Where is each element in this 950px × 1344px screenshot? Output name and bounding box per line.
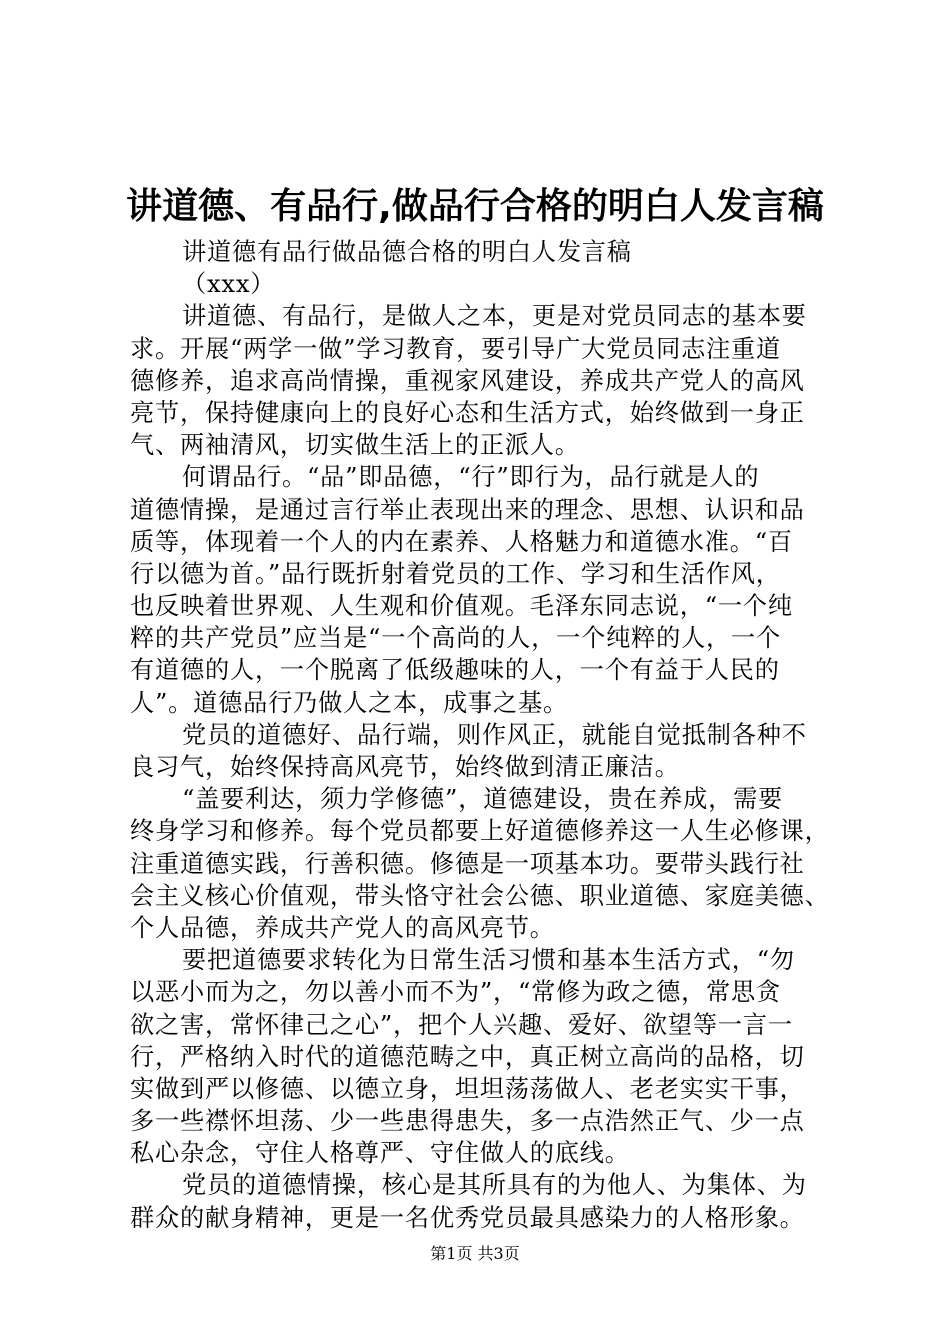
text-line: 终身学习和修养。每个党员都要上好道德修养这一人生必修课， (130, 817, 830, 846)
text-line: 亮节，保持健康向上的良好心态和生活方式，始终做到一身正 (130, 398, 805, 427)
text-line: 人”。道德品行乃做人之本，成事之基。 (130, 688, 568, 717)
text-line: 欲之害，常怀律己之心”，把个人兴趣、爱好、欲望等一言一 (130, 1010, 793, 1039)
text-line: （xxx） (182, 270, 276, 299)
text-line: 行以德为首。”品行既折射着党员的工作、学习和生活作风， (130, 559, 781, 588)
text-line: 多一些襟怀坦荡、少一些患得患失，多一点浩然正气、少一点 (130, 1107, 805, 1136)
text-line: 以恶小而为之，勿以善小而不为”，“常修为政之德，常思贪 (130, 978, 782, 1007)
text-line: 个人品德，养成共产党人的高风亮节。 (130, 913, 555, 942)
text-line: 求。开展“两学一做”学习教育，要引导广大党员同志注重道 (130, 334, 782, 363)
text-line: 气、两袖清风，切实做生活上的正派人。 (130, 431, 580, 460)
text-line: 质等，体现着一个人的内在素养、人格魅力和道德水准。“百 (130, 527, 793, 556)
document-title: 讲道德、有品行,做品行合格的明白人发言稿 (126, 186, 824, 227)
text-line: 讲道德、有品行，是做人之本，更是对党员同志的基本要 (182, 302, 807, 331)
text-line: 实做到严以修德、以德立身，坦坦荡荡做人、老老实实干事， (130, 1074, 805, 1103)
document-body (130, 236, 830, 1234)
text-line: 何谓品行。“品”即品德，“行”即行为，品行就是人的 (182, 463, 760, 492)
text-line: 会主义核心价值观，带头恪守社会公德、职业道德、家庭美德、 (130, 881, 830, 910)
text-line: 党员的道德情操，核心是其所具有的为他人、为集体、为 (182, 1171, 807, 1200)
text-line: 党员的道德好、品行端，则作风正，就能自觉抵制各种不 (182, 720, 807, 749)
text-line: 道德情操，是通过言行举止表现出来的理念、思想、认识和品 (130, 495, 805, 524)
text-line: 良习气，始终保持高风亮节，始终做到清正廉洁。 (130, 753, 680, 781)
text-line: 有道德的人，一个脱离了低级趣味的人，一个有益于人民的 (130, 656, 780, 685)
text-line: 私心杂念，守住人格尊严、守住做人的底线。 (130, 1139, 630, 1168)
text-line: 粹的共产党员”应当是“一个高尚的人，一个纯粹的人，一个 (130, 624, 782, 653)
text-line: 要把道德要求转化为日常生活习惯和基本生活方式，“勿 (182, 946, 795, 975)
text-line: 也反映着世界观、人生观和价值观。毛泽东同志说，“一个纯 (130, 592, 793, 621)
text-line: 注重道德实践，行善积德。修德是一项基本功。要带头践行社 (130, 849, 805, 878)
page-footer: 第1页 共3页 (430, 1244, 520, 1263)
text-line: 行，严格纳入时代的道德范畴之中，真正树立高尚的品格，切 (130, 1042, 805, 1071)
text-line: “盖要利达，须力学修德”，道德建设，贵在养成，需要 (182, 785, 784, 814)
text-line: 群众的献身精神，更是一名优秀党员最具感染力的人格形象。 (130, 1203, 805, 1232)
text-line: 讲道德有品行做品德合格的明白人发言稿 (182, 238, 632, 266)
text-line: 德修养，追求高尚情操，重视家风建设，养成共产党人的高风 (130, 366, 805, 395)
